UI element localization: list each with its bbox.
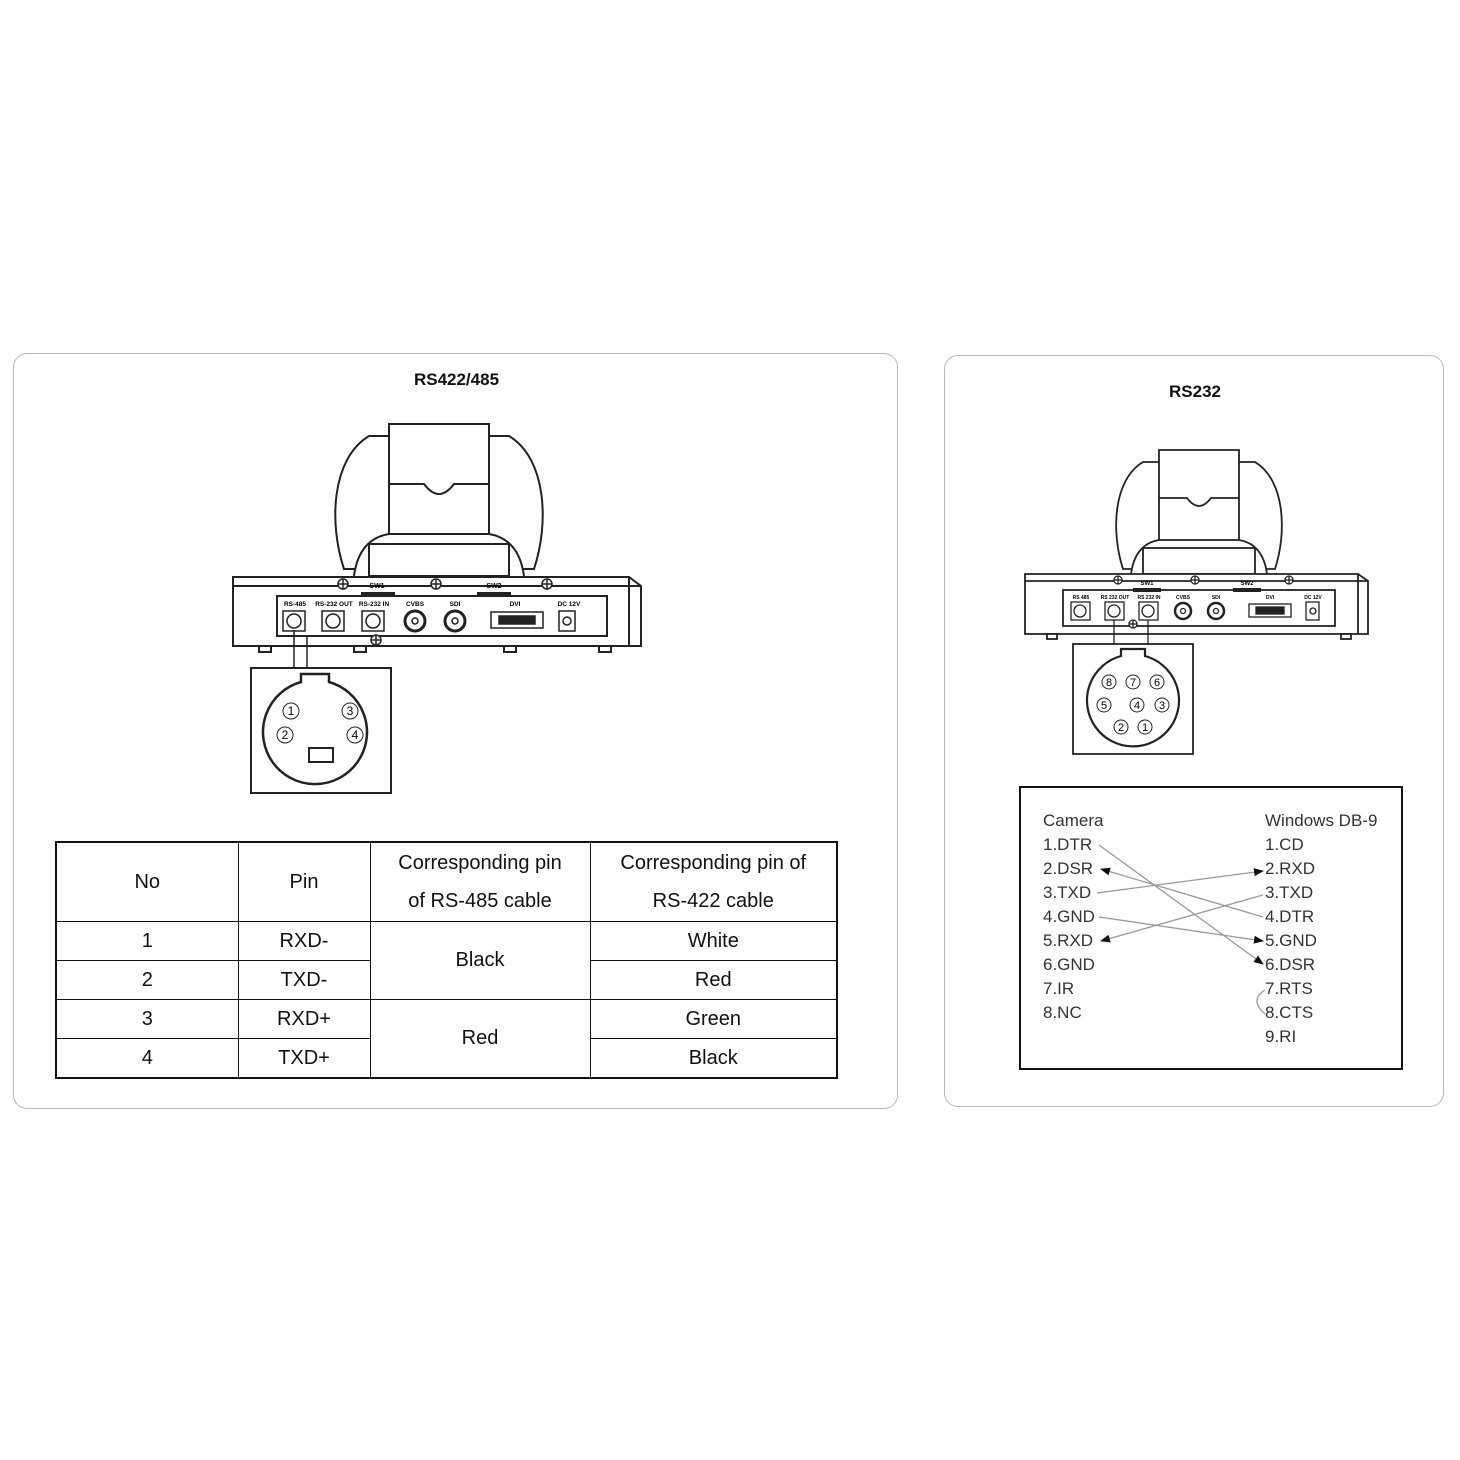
- connector-pin-label: 7: [1129, 677, 1137, 689]
- port-label: CVBS: [405, 601, 425, 608]
- dvi-port: [491, 612, 543, 628]
- connector-pin-label: 1: [1141, 722, 1149, 734]
- wire-txd-rxd-return: [1101, 895, 1263, 941]
- camera-pin: 4.GND: [1043, 907, 1095, 926]
- port-label: RS 485: [1072, 595, 1090, 601]
- connector-pin-label: 3: [346, 704, 354, 718]
- connector-pin-label: 1: [287, 704, 295, 718]
- port-label: RS-485: [283, 601, 307, 608]
- switch-label: SW1: [1140, 581, 1154, 587]
- rs422-485-panel: [13, 353, 898, 1109]
- port-label: DVI: [509, 601, 521, 608]
- switch-label: SW1: [369, 583, 385, 590]
- port-label: DC 12V: [557, 601, 581, 608]
- rs485-port: [1071, 602, 1090, 620]
- connector-pin-label: 5: [1100, 700, 1108, 712]
- port-label: DC 12V: [1304, 595, 1322, 601]
- dip-switch: [361, 592, 395, 596]
- camera-pin: 6.GND: [1043, 955, 1095, 974]
- panel-title: RS232: [1169, 382, 1221, 401]
- port-label: CVBS: [1176, 595, 1190, 601]
- wire-rts-cts-loop: [1257, 990, 1265, 1014]
- port-label: RS 232 IN: [1137, 595, 1161, 601]
- table-row: 2 TXD- Red: [56, 961, 837, 1000]
- camera-head: [335, 424, 542, 576]
- pin-table: [55, 841, 838, 1079]
- cvbs-port: [405, 611, 425, 631]
- rs232-out-port: [1105, 602, 1124, 620]
- pc-pin: 1.CD: [1265, 835, 1304, 854]
- port-label: DVI: [1265, 595, 1275, 601]
- port-label: SDI: [1211, 595, 1221, 601]
- rs232-in-port: [362, 611, 384, 631]
- wire-dtr-dsr-return: [1101, 869, 1263, 917]
- header-rs485: Corresponding pin of RS-485 cable: [370, 842, 590, 922]
- rs232-in-port: [1139, 602, 1158, 620]
- connector-pin-label: 2: [1117, 722, 1125, 734]
- header-rs422: Corresponding pin of RS-422 cable: [590, 842, 837, 922]
- connector-pin-label: 2: [281, 728, 289, 742]
- rs232-out-port: [322, 611, 344, 631]
- pc-pin: 5.GND: [1265, 931, 1317, 950]
- camera-column-header: Camera: [1043, 811, 1104, 830]
- connector-pin-label: 8: [1105, 677, 1113, 689]
- wire-txd-rxd: [1097, 871, 1263, 893]
- wire-gnd: [1099, 917, 1263, 941]
- pc-pin: 7.RTS: [1265, 979, 1313, 998]
- table-row: 4 TXD+ Black: [56, 1039, 837, 1079]
- sdi-port: [1208, 603, 1224, 619]
- camera-rear-view-diagram: [219, 414, 659, 799]
- dc-power-port: [559, 611, 575, 631]
- rs485-color-cell: Red: [370, 1000, 590, 1079]
- rs232-panel: [944, 355, 1444, 1107]
- wire-dtr-dsr: [1099, 845, 1263, 964]
- camera-pin: 1.DTR: [1043, 835, 1093, 854]
- camera-pin: 2.DSR: [1043, 859, 1094, 878]
- connector-pin-label: 6: [1153, 677, 1161, 689]
- switch-label: SW2: [486, 583, 502, 590]
- rs485-port: [283, 611, 305, 631]
- header-no: No: [56, 842, 238, 922]
- pc-pin: 4.DTR: [1265, 907, 1315, 926]
- panel-title: RS422/485: [413, 370, 500, 389]
- dip-switch: [1233, 588, 1261, 592]
- switch-label: SW2: [1240, 581, 1254, 587]
- camera-rear-view-diagram: [1023, 444, 1373, 759]
- pc-pin: 3.TXD: [1265, 883, 1314, 902]
- rs232-wiring-diagram: [1019, 786, 1403, 1070]
- camera-pin: 5.RXD: [1043, 931, 1094, 950]
- connector-pin-label: 4: [1133, 700, 1141, 712]
- pc-pin: 9.RI: [1265, 1027, 1297, 1046]
- pc-pin: 2.RXD: [1265, 859, 1316, 878]
- sdi-port: [445, 611, 465, 631]
- camera-pin: 3.TXD: [1043, 883, 1092, 902]
- rs485-color-cell: Black: [370, 922, 590, 1000]
- port-label: RS-232 IN: [358, 601, 390, 608]
- table-row: 1 RXD- Black White: [56, 922, 837, 961]
- header-pin: Pin: [238, 842, 370, 922]
- port-label: RS 232 OUT: [1100, 595, 1130, 601]
- dip-switch: [1133, 588, 1161, 592]
- dip-switch: [477, 592, 511, 596]
- connector-pin-label: 4: [351, 728, 359, 742]
- table-header-row: [56, 842, 837, 922]
- wiring-crossover: [1021, 788, 1401, 1068]
- port-label: SDI: [449, 601, 461, 608]
- connector-pin-label: 3: [1158, 700, 1166, 712]
- table-row: 3 RXD+ Red Green: [56, 1000, 837, 1039]
- pc-column-header: Windows DB-9: [1265, 811, 1378, 830]
- camera-head: [1116, 450, 1282, 574]
- dvi-port: [1249, 604, 1291, 617]
- port-label: RS-232 OUT: [315, 601, 353, 608]
- camera-pin: 7.IR: [1043, 979, 1075, 998]
- rs485-connector-zoom: [251, 668, 391, 793]
- cvbs-port: [1175, 603, 1191, 619]
- pc-pin: 8.CTS: [1265, 1003, 1314, 1022]
- pc-pin: 6.DSR: [1265, 955, 1316, 974]
- dc-power-port: [1306, 602, 1319, 620]
- camera-pin: 8.NC: [1043, 1003, 1082, 1022]
